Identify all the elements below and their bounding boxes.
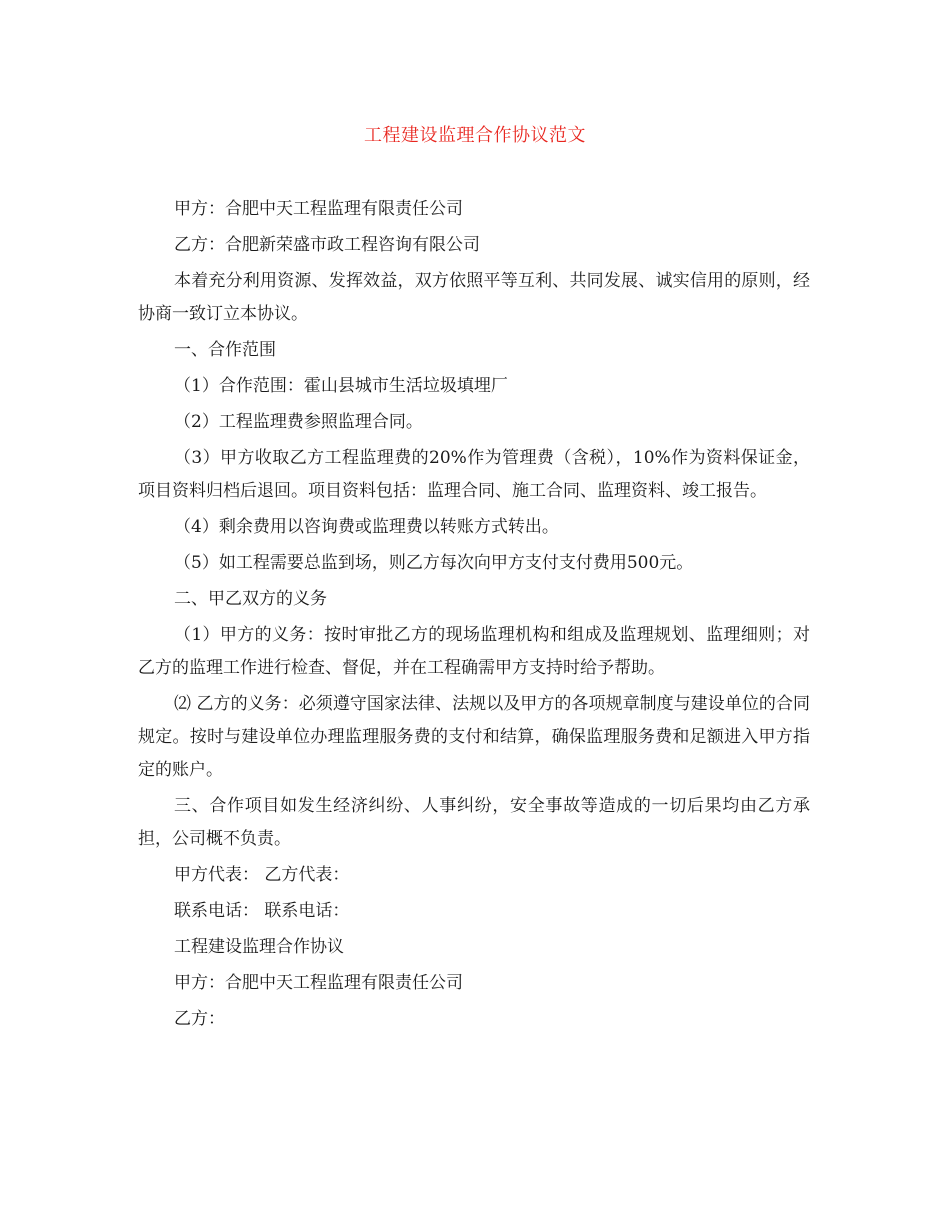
preamble-paragraph: 本着充分利用资源、发挥效益，双方依照平等互利、共同发展、诚实信用的原则，经协商一致订立本协议。 bbox=[138, 271, 810, 324]
document-title: 工程建设监理合作协议范文 bbox=[364, 125, 586, 146]
second-agreement-title: 工程建设监理合作协议 bbox=[174, 937, 344, 957]
party-a-line: 甲方：合肥中天工程监理有限责任公司 bbox=[174, 199, 463, 219]
section-disputes: 三、合作项目如发生经济纠纷、人事纠纷，安全事故等造成的一切后果均由乙方承担，公司概不负责。 bbox=[138, 796, 810, 849]
second-party-b-line: 乙方： bbox=[174, 1009, 225, 1029]
scope-item-1: （1）合作范围：霍山县城市生活垃圾填埋厂 bbox=[174, 376, 508, 396]
scope-item-4: （4）剩余费用以咨询费或监理费以转账方式转出。 bbox=[174, 517, 559, 537]
document-body bbox=[138, 193, 810, 1039]
party-b-line: 乙方：合肥新荣盛市政工程咨询有限公司 bbox=[174, 235, 480, 255]
section-heading-obligations: 二、甲乙双方的义务 bbox=[174, 589, 327, 609]
obligation-party-a: （1）甲方的义务：按时审批乙方的现场监理机构和组成及监理规划、监理细则；对乙方的监理工作进行检查、督促，并在工程确需甲方支持时给予帮助。 bbox=[138, 625, 810, 678]
representatives-line: 甲方代表： 乙方代表： bbox=[174, 865, 350, 885]
section-heading-scope: 一、合作范围 bbox=[174, 340, 276, 360]
contact-phone-line: 联系电话： 联系电话： bbox=[174, 901, 350, 921]
scope-item-3: （3）甲方收取乙方工程监理费的20%作为管理费（含税），10%作为资料保证金，项目资料归档后退回。项目资料包括：监理合同、施工合同、监理资料、竣工报告。 bbox=[138, 448, 810, 501]
obligation-party-b: ⑵ 乙方的义务：必须遵守国家法律、法规以及甲方的各项规章制度与建设单位的合同规定。按时与建设单位办理监理服务费的支付和结算，确保监理服务费和足额进入甲方指定的账户。 bbox=[138, 694, 810, 780]
second-party-a-line: 甲方：合肥中天工程监理有限责任公司 bbox=[174, 973, 463, 993]
scope-item-5: （5）如工程需要总监到场，则乙方每次向甲方支付支付费用500元。 bbox=[174, 553, 694, 573]
scope-item-2: （2）工程监理费参照监理合同。 bbox=[174, 412, 423, 432]
